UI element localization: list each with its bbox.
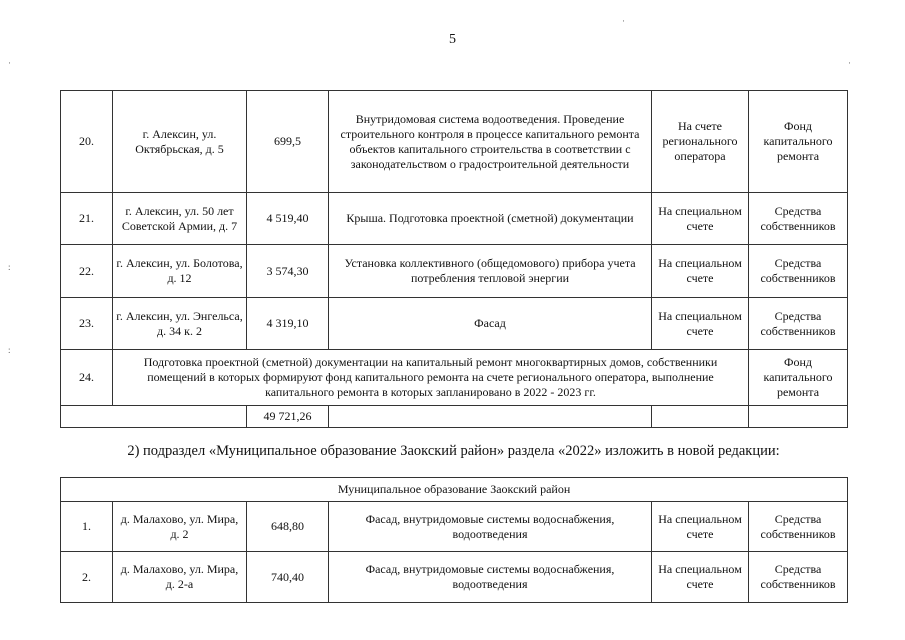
scan-mark: ·: [8, 58, 11, 68]
total-row: [61, 406, 848, 428]
work-type-cell: Фасад: [329, 298, 652, 350]
work-type-cell: Фасад, внутридомовые системы водоснабжения, водоотведения: [329, 552, 652, 603]
scan-mark: ·: [848, 58, 851, 68]
cost-cell: 4 519,40: [247, 193, 329, 245]
cost-cell: 648,80: [247, 502, 329, 552]
work-type-cell: Внутридомовая система водоотведения. Проведение строительного контроля в процессе капитального ремонта объектов капитального строительства в соответствии с законодательством о градостроительной деятельности: [329, 91, 652, 193]
table-row: [61, 298, 848, 350]
table-row: [61, 552, 848, 603]
scan-mark: ·: [622, 16, 625, 26]
address-cell: г. Алексин, ул. Болотова, д. 12: [113, 245, 247, 298]
funding-source-cell: Средства собственников: [749, 552, 848, 603]
cost-cell: 3 574,30: [247, 245, 329, 298]
scan-mark: :: [8, 262, 11, 272]
repair-plan-table: [60, 90, 848, 428]
address-cell: д. Малахово, ул. Мира, д. 2-а: [113, 552, 247, 603]
row-number: 22.: [61, 245, 113, 298]
funding-source-cell: Средства собственников: [749, 298, 848, 350]
address-cell: г. Алексин, ул. Энгельса, д. 34 к. 2: [113, 298, 247, 350]
zaoksky-table: [60, 477, 848, 603]
scan-mark: :: [8, 345, 11, 355]
funding-source-cell: Средства собственников: [749, 245, 848, 298]
empty-cell: [749, 406, 848, 428]
cost-cell: 4 319,10: [247, 298, 329, 350]
address-cell: д. Малахово, ул. Мира, д. 2: [113, 502, 247, 552]
row-number: 21.: [61, 193, 113, 245]
work-type-cell: Крыша. Подготовка проектной (сметной) документации: [329, 193, 652, 245]
table-row: [61, 245, 848, 298]
account-type-cell: На специальном счете: [652, 245, 749, 298]
account-type-cell: На специальном счете: [652, 552, 749, 603]
merged-description-cell: Подготовка проектной (сметной) документации на капитальный ремонт многоквартирных домов, собственники помещений в которых формируют фонд капитального ремонта на счете регионального оператора, выполнение капитального ремонта в которых запланировано в 2022 - 2023 гг.: [113, 350, 749, 406]
empty-cell: [329, 406, 652, 428]
cost-cell: 699,5: [247, 91, 329, 193]
account-type-cell: На специальном счете: [652, 193, 749, 245]
row-number: 1.: [61, 502, 113, 552]
account-type-cell: На специальном счете: [652, 298, 749, 350]
table-row: [61, 350, 848, 406]
account-type-cell: На специальном счете: [652, 502, 749, 552]
page-number: 5: [449, 32, 456, 47]
work-type-cell: Установка коллективного (общедомового) прибора учета потребления тепловой энергии: [329, 245, 652, 298]
section-heading: Муниципальное образование Заокский район: [61, 478, 848, 502]
row-number: 2.: [61, 552, 113, 603]
row-number: 24.: [61, 350, 113, 406]
funding-source-cell: Фонд капитального ремонта: [749, 91, 848, 193]
empty-cell: [652, 406, 749, 428]
empty-cell: [61, 406, 247, 428]
section-heading-row: [61, 478, 848, 502]
funding-source-cell: Средства собственников: [749, 502, 848, 552]
amendment-instruction: 2) подраздел «Муниципальное образование Заокский район» раздела «2022» изложить в новой редакции:: [127, 443, 780, 459]
total-cost-cell: 49 721,26: [247, 406, 329, 428]
table-row: [61, 91, 848, 193]
row-number: 23.: [61, 298, 113, 350]
table-row: [61, 193, 848, 245]
address-cell: г. Алексин, ул. 50 лет Советской Армии, д. 7: [113, 193, 247, 245]
work-type-cell: Фасад, внутридомовые системы водоснабжения, водоотведения: [329, 502, 652, 552]
cost-cell: 740,40: [247, 552, 329, 603]
address-cell: г. Алексин, ул. Октябрьская, д. 5: [113, 91, 247, 193]
account-type-cell: На счете регионального оператора: [652, 91, 749, 193]
row-number: 20.: [61, 91, 113, 193]
funding-source-cell: Фонд капитального ремонта: [749, 350, 848, 406]
funding-source-cell: Средства собственников: [749, 193, 848, 245]
table-row: [61, 502, 848, 552]
